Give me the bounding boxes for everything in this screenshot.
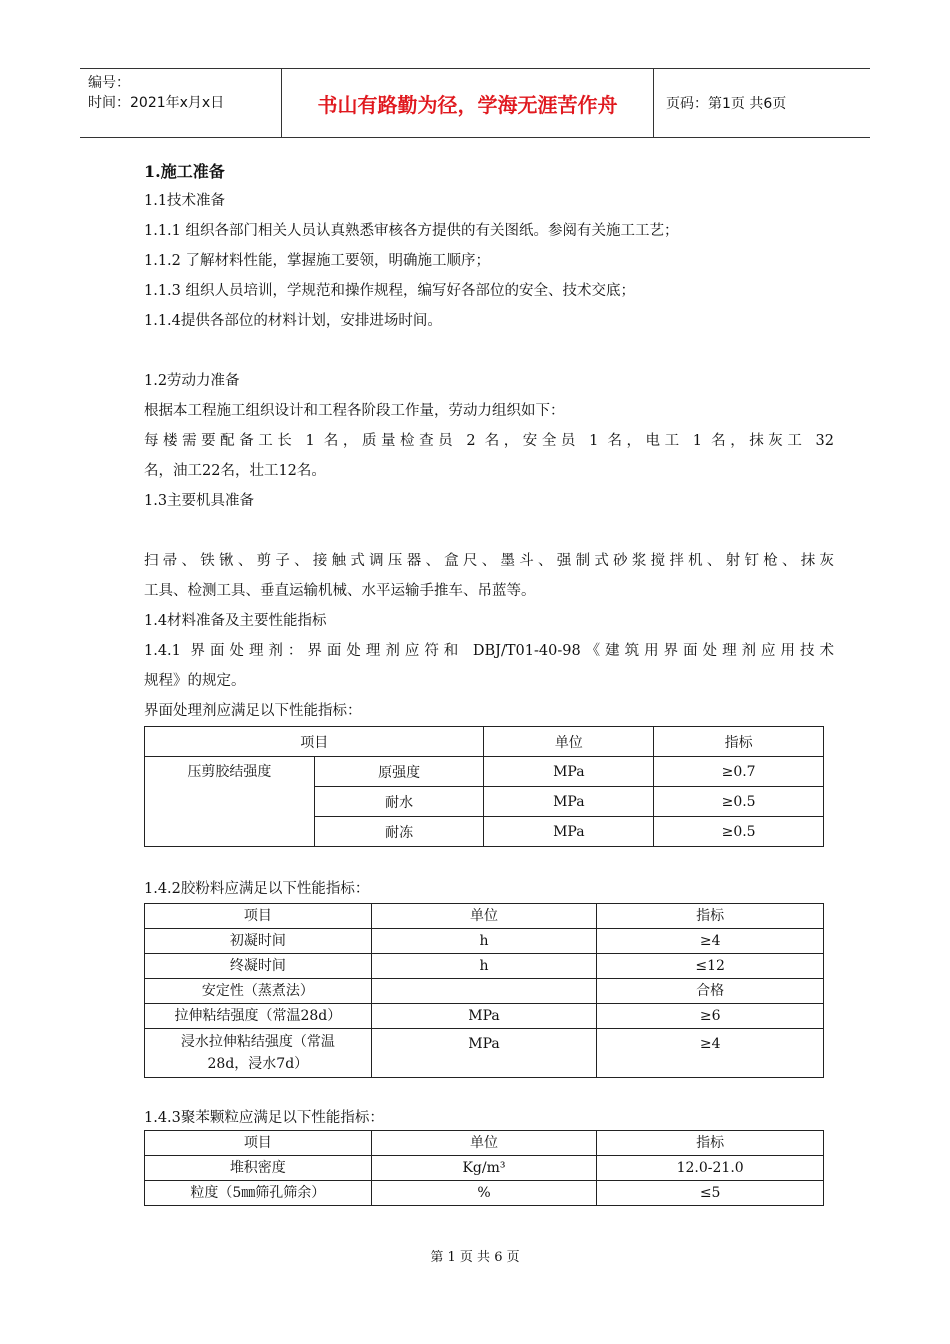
- table-row: [145, 757, 824, 787]
- table-row: [145, 1156, 824, 1181]
- paragraph-1-1-2: 1.1.2 了解材料性能，掌握施工要领，明确施工顺序；: [144, 253, 491, 269]
- table-cell: ≥0.5: [654, 787, 824, 817]
- table-cell: %: [371, 1181, 597, 1206]
- table-row: [145, 1181, 824, 1206]
- powder-material-table: [144, 903, 824, 1078]
- paragraph-1-4-1-line1: 1.4.1 界面处理剂：界面处理剂应符和 DBJ/T01-40-98《建筑用界面处理剂应用技术: [144, 643, 834, 659]
- table-header-cell: 单位: [371, 904, 597, 929]
- table-cell: 初凝时间: [145, 929, 372, 954]
- table-group-cell: 压剪胶结强度: [145, 757, 315, 847]
- table-cell: Kg/m³: [371, 1156, 597, 1181]
- table-cell: 安定性（蒸煮法）: [145, 979, 372, 1004]
- table-header-row: [145, 727, 824, 757]
- table-cell: ≤12: [597, 954, 824, 979]
- table-header-cell: 指标: [654, 727, 824, 757]
- table-cell: 耐冻: [314, 817, 484, 847]
- table-cell: MPa: [371, 1004, 597, 1029]
- paragraph-1-4-3: 1.4.3聚苯颗粒应满足以下性能指标：: [144, 1110, 384, 1126]
- table-header-cell: 项目: [145, 1131, 372, 1156]
- paragraph-1-2-intro: 根据本工程施工组织设计和工程各阶段工作量，劳动力组织如下：: [144, 403, 565, 419]
- table-cell: [371, 979, 597, 1004]
- table-cell: 拉伸粘结强度（常温28d）: [145, 1004, 372, 1029]
- table-row: [145, 1004, 824, 1029]
- paragraph-1-4-2: 1.4.2胶粉料应满足以下性能指标：: [144, 881, 370, 897]
- table-row: [145, 979, 824, 1004]
- table-cell: MPa: [484, 787, 654, 817]
- table-cell: ≥0.5: [654, 817, 824, 847]
- page-header: [80, 68, 870, 138]
- paragraph-1-1-3: 1.1.3 组织人员培训，学规范和操作规程，编写好各部位的安全、技术交底；: [144, 283, 636, 299]
- paragraph-1-2-staff-line1: 每楼需要配备工长 1 名，质量检查员 2 名，安全员 1 名，电工 1 名，抹灰工 32: [144, 433, 834, 449]
- header-motto: 书山有路勤为径，学海无涯苦作舟: [282, 69, 654, 137]
- table-header-cell: 指标: [597, 1131, 824, 1156]
- table-cell: ≤5: [597, 1181, 824, 1206]
- header-page-info: 页码：第1页 共6页: [666, 96, 787, 112]
- table-cell: 浸水拉伸粘结强度（常温28d，浸水7d）: [145, 1029, 372, 1078]
- table-cell: MPa: [484, 757, 654, 787]
- table-header-row: [145, 904, 824, 929]
- table-cell: 原强度: [314, 757, 484, 787]
- document-time-label: 时间：2021年x月x日: [88, 95, 225, 111]
- table-cell: 12.0-21.0: [597, 1156, 824, 1181]
- table-cell: 耐水: [314, 787, 484, 817]
- table-header-cell: 项目: [145, 904, 372, 929]
- table-cell: 终凝时间: [145, 954, 372, 979]
- document-body: [144, 158, 834, 1206]
- table-header-row: [145, 1131, 824, 1156]
- paragraph-1-4-1-intro: 界面处理剂应满足以下性能指标：: [144, 703, 362, 719]
- table-cell: h: [371, 954, 597, 979]
- table-row: [145, 954, 824, 979]
- subsection-1-3: 1.3主要机具准备: [144, 493, 255, 509]
- paragraph-1-3-line1: 扫帚、铁锹、剪子、接触式调压器、盒尺、墨斗、强制式砂浆搅拌机、射钉枪、抹灰: [144, 553, 834, 569]
- table-cell: ≥6: [597, 1004, 824, 1029]
- table-cell: MPa: [484, 817, 654, 847]
- section-heading-1: 1.施工准备: [144, 162, 225, 181]
- table-header-cell: 单位: [371, 1131, 597, 1156]
- paragraph-1-3-line2: 工具、检测工具、垂直运输机械、水平运输手推车、吊蓝等。: [144, 583, 536, 599]
- subsection-1-4: 1.4材料准备及主要性能指标: [144, 613, 327, 629]
- table-cell: 合格: [597, 979, 824, 1004]
- header-meta: [80, 69, 282, 137]
- table-header-cell: 项目: [145, 727, 484, 757]
- paragraph-1-2-staff-line2: 名，油工22名，壮工12名。: [144, 463, 326, 479]
- table-row: [145, 929, 824, 954]
- interface-agent-table: [144, 726, 824, 847]
- table-cell: 粒度（5㎜筛孔筛余）: [145, 1181, 372, 1206]
- polystyrene-granule-table: [144, 1130, 824, 1206]
- table-row: [145, 1029, 824, 1078]
- subsection-1-1: 1.1技术准备: [144, 193, 226, 209]
- paragraph-1-4-1-line2: 规程》的规定。: [144, 673, 246, 689]
- table-header-cell: 指标: [597, 904, 824, 929]
- paragraph-1-1-1: 1.1.1 组织各部门相关人员认真熟悉审核各方提供的有关图纸。参阅有关施工工艺；: [144, 223, 679, 239]
- subsection-1-2: 1.2劳动力准备: [144, 373, 240, 389]
- table-cell: MPa: [371, 1029, 597, 1078]
- page-footer: 第 1 页 共 6 页: [430, 1250, 520, 1265]
- table-cell: ≥4: [597, 1029, 824, 1078]
- paragraph-1-1-4: 1.1.4提供各部位的材料计划，安排进场时间。: [144, 313, 442, 329]
- document-number-label: 编号：: [88, 75, 130, 91]
- table-cell: ≥0.7: [654, 757, 824, 787]
- table-header-cell: 单位: [484, 727, 654, 757]
- table-cell: h: [371, 929, 597, 954]
- table-cell: 堆积密度: [145, 1156, 372, 1181]
- table-cell: ≥4: [597, 929, 824, 954]
